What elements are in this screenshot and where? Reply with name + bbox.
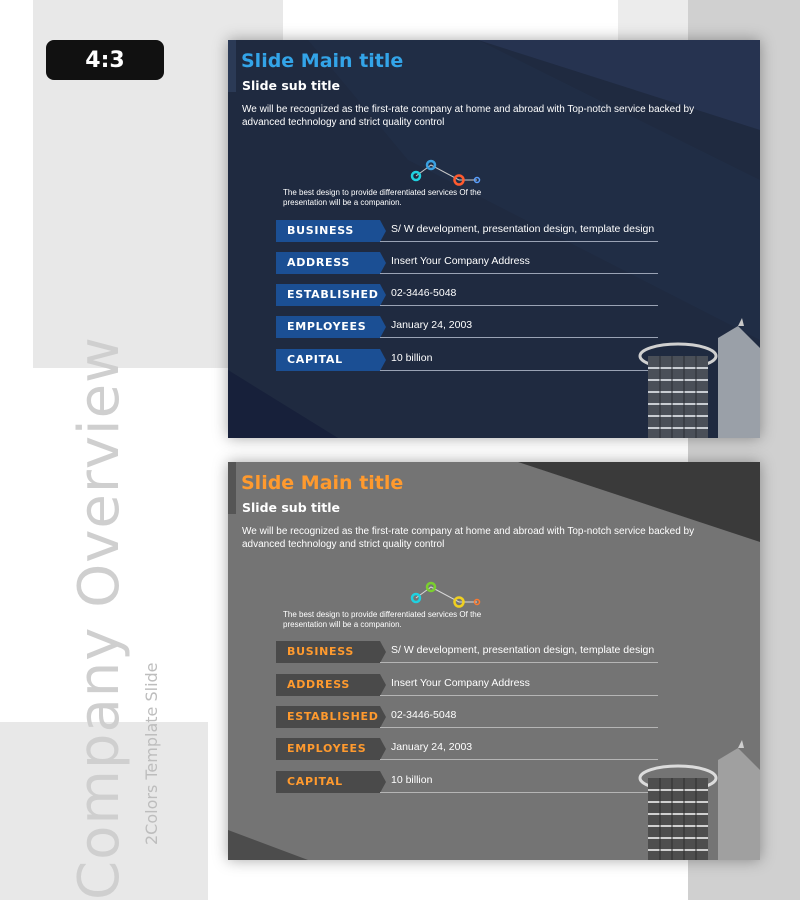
info-label: ADDRESS: [276, 252, 380, 274]
info-value: January 24, 2003: [391, 319, 473, 331]
divider-line: [380, 241, 658, 242]
aspect-ratio-badge: 4:3: [46, 40, 164, 80]
building-image: [630, 740, 760, 860]
info-value: 10 billion: [391, 774, 433, 786]
info-row-capital: [276, 771, 658, 793]
info-value: January 24, 2003: [391, 741, 473, 753]
info-value: Insert Your Company Address: [391, 677, 530, 689]
divider-line: [380, 727, 658, 728]
info-label: ESTABLISHED: [276, 706, 380, 728]
divider-line: [380, 759, 658, 760]
info-value: Insert Your Company Address: [391, 255, 530, 267]
info-label: CAPITAL: [276, 771, 380, 793]
divider-line: [380, 305, 658, 306]
info-row-capital: [276, 349, 658, 371]
info-label: ESTABLISHED: [276, 284, 380, 306]
divider-line: [380, 370, 658, 371]
divider-line: [380, 273, 658, 274]
info-value: 02-3446-5048: [391, 287, 457, 299]
slide-preview-gray[interactable]: [228, 462, 760, 860]
side-title: Company Overview: [67, 336, 132, 900]
info-row-employees: [276, 738, 658, 760]
info-label: ADDRESS: [276, 674, 380, 696]
title-accent-bar: [228, 462, 236, 514]
info-label: EMPLOYEES: [276, 316, 380, 338]
slide-body-text: We will be recognized as the first-rate company at home and abroad with Top-notch service backed by advanced technology and strict quality control: [242, 526, 695, 550]
side-subtitle: 2Colors Template Slide: [142, 662, 161, 845]
slide-subtitle: Slide sub title: [242, 500, 340, 515]
background-panel: [618, 0, 688, 40]
title-accent-bar: [228, 40, 236, 92]
info-row-established: [276, 706, 658, 728]
divider-line: [380, 337, 658, 338]
info-value: S/ W development, presentation design, template design: [391, 223, 655, 235]
slide-title: Slide Main title: [241, 472, 404, 494]
info-label: BUSINESS: [276, 220, 380, 242]
info-value: 02-3446-5048: [391, 709, 457, 721]
info-row-address: [276, 252, 658, 274]
connected-dots-icon: [408, 158, 488, 190]
info-row-employees: [276, 316, 658, 338]
info-row-established: [276, 284, 658, 306]
building-image: [630, 318, 760, 438]
info-label: BUSINESS: [276, 641, 380, 663]
slide-subtitle: Slide sub title: [242, 78, 340, 93]
divider-line: [380, 662, 658, 663]
info-value: S/ W development, presentation design, template design: [391, 644, 655, 656]
connected-dots-icon: [408, 580, 488, 612]
info-row-business: [276, 220, 658, 242]
divider-line: [380, 695, 658, 696]
slide-body-text: We will be recognized as the first-rate company at home and abroad with Top-notch service backed by advanced technology and strict quality control: [242, 104, 695, 128]
info-row-business: [276, 641, 658, 663]
info-row-address: [276, 674, 658, 696]
divider-line: [380, 792, 658, 793]
slide-preview-dark[interactable]: [228, 40, 760, 438]
companion-text: The best design to provide differentiated services Of the presentation will be a companion.: [283, 610, 482, 629]
companion-text: The best design to provide differentiated services Of the presentation will be a companion.: [283, 188, 482, 207]
info-value: 10 billion: [391, 352, 433, 364]
slide-title: Slide Main title: [241, 50, 404, 72]
info-label: EMPLOYEES: [276, 738, 380, 760]
info-label: CAPITAL: [276, 349, 380, 371]
